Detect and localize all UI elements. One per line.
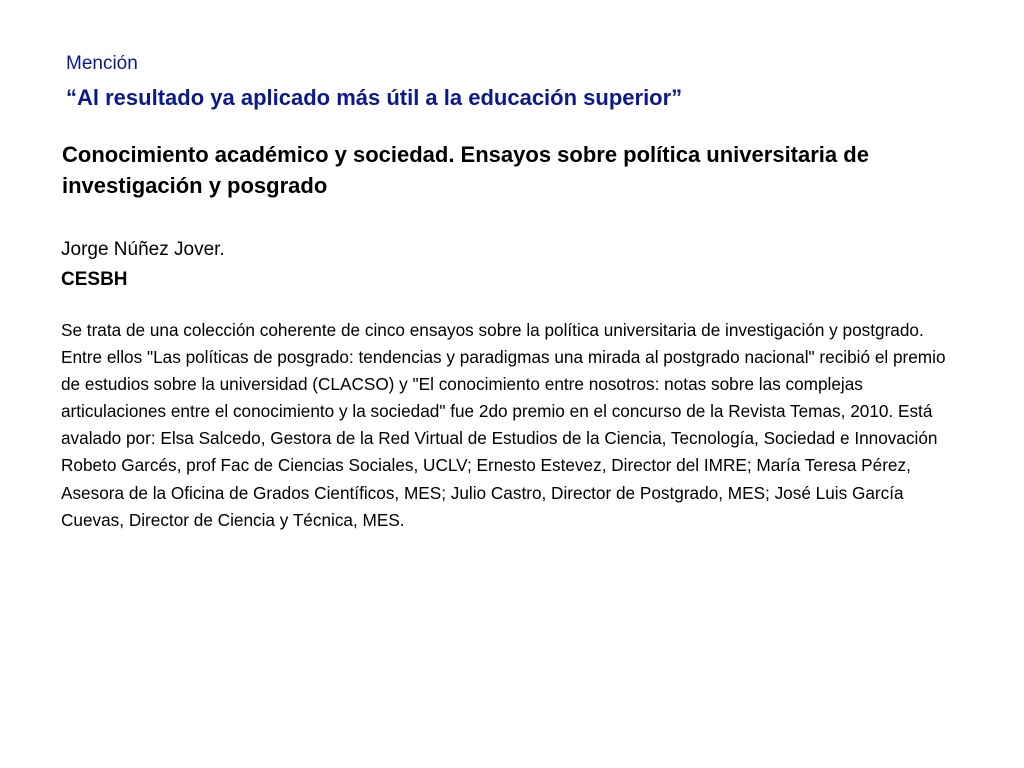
mention-label: Mención [66,53,138,74]
author-name: Jorge Núñez Jover. [61,239,225,260]
book-title: Conocimiento académico y sociedad. Ensayos sobre política universitaria de investigación y posgrado [62,142,869,198]
mention-quote: “Al resultado ya aplicado más útil a la educación superior” [66,85,683,110]
author-institution: CESBH [61,269,128,290]
book-description: Se trata de una colección coherente de cinco ensayos sobre la política universitaria de investigación y postgrado. Entre ellos "Las políticas de posgrado: tendencias y paradigmas una mirada al postgrado nacional" recibió el premio de estudios sobre la universidad (CLACSO) y "El conocimiento entre nosotros: notas sobre las complejas articulaciones entre el conocimiento y la sociedad" fue 2do premio en el concurso de la Revista Temas, 2010. Está avalado por: Elsa Salcedo, Gestora de la Red Virtual de Estudios de la Ciencia, Tecnología, Sociedad e Innovación Robeto Garcés, prof Fac de Ciencias Sociales, UCLV; Ernesto Estevez, Director del IMRE; María Teresa Pérez, Asesora de la Oficina de Grados Científicos, MES; Julio Castro, Director de Postgrado, MES; José Luis García Cuevas, Director de Ciencia y Técnica, MES. [61,320,946,530]
